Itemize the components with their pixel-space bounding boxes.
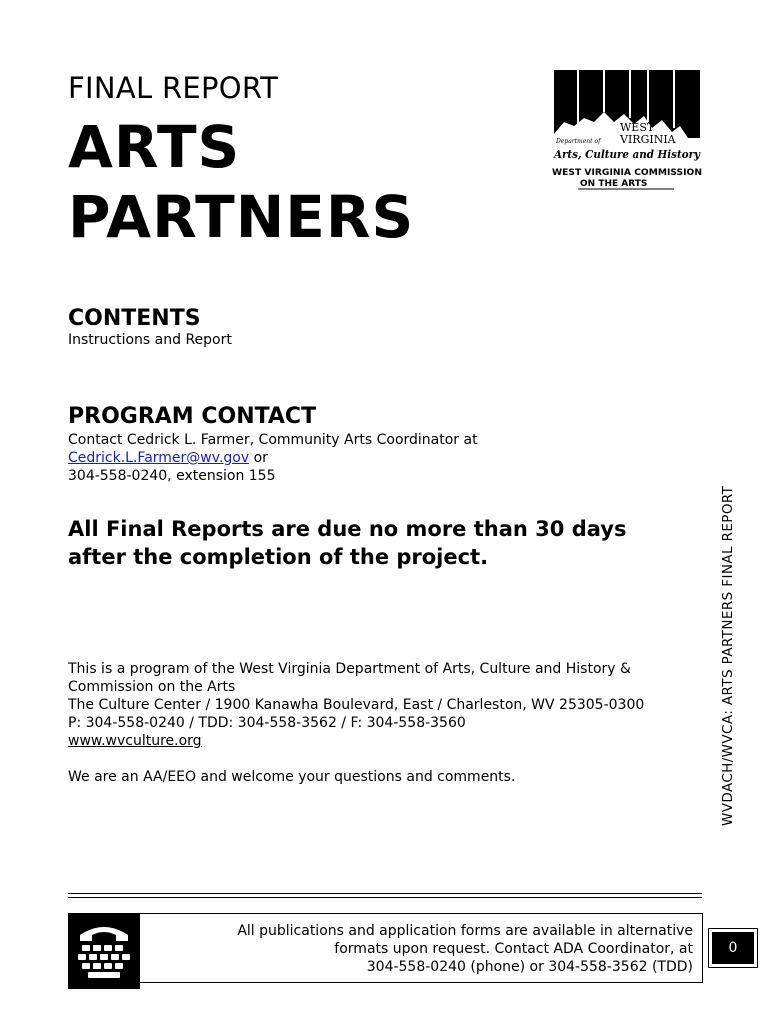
title-line-2: PARTNERS [68, 183, 415, 251]
tdd-telephone-icon [68, 913, 140, 989]
program-contact-heading: PROGRAM CONTACT [68, 404, 317, 429]
contact-or: or [249, 450, 268, 466]
website-link[interactable]: www.wvculture.org [68, 733, 202, 749]
title-line-1: ARTS [68, 113, 241, 181]
logo-line-2-prefix: Department of [556, 138, 601, 145]
logo-line-1: WEST [620, 121, 655, 134]
wv-arts-logo [548, 68, 706, 194]
contact-phone: 304-558-0240, extension 155 [68, 468, 276, 484]
sidebar-report-label: WVDACH/WVCA: ARTS PARTNERS FINAL REPORT [720, 485, 736, 826]
page-number: 0 [712, 932, 754, 964]
page-title [68, 112, 414, 252]
about-phones: P: 304-558-0240 / TDD: 304-558-3562 / F: 304-558-3560 [68, 715, 466, 731]
due-notice-line-1: All Final Reports are due no more than 30 days [68, 517, 627, 541]
ada-notice-text [173, 922, 693, 976]
about-program [68, 660, 708, 786]
contents-heading: CONTENTS [68, 306, 201, 331]
contents-subtitle: Instructions and Report [68, 332, 232, 348]
footer-divider-bottom [68, 897, 702, 898]
contact-email-link[interactable]: Cedrick.L.Farmer@wv.gov [68, 450, 250, 466]
about-line-2: Commission on the Arts [68, 679, 236, 695]
ada-line-2: formats upon request. Contact ADA Coordinator, at [334, 941, 693, 957]
report-kicker: FINAL REPORT [68, 71, 279, 105]
logo-line-3: Arts, Culture and History [553, 148, 702, 161]
due-notice-line-2: after the completion of the project. [68, 545, 489, 569]
ada-line-3: 304-558-0240 (phone) or 304-558-3562 (TDD) [366, 959, 693, 975]
ada-notice-box [140, 913, 703, 983]
program-contact-body [68, 431, 478, 485]
contact-line: Contact Cedrick L. Farmer, Community Arts Coordinator at [68, 432, 478, 448]
page-number-box [708, 928, 758, 968]
logo-line-4: WEST VIRGINIA COMMISSION [552, 168, 702, 178]
about-line-1: This is a program of the West Virginia Department of Arts, Culture and History & [68, 661, 631, 677]
logo-line-2: VIRGINIA [620, 133, 676, 146]
about-address: The Culture Center / 1900 Kanawha Boulevard, East / Charleston, WV 25305-0300 [68, 697, 645, 713]
due-notice [68, 515, 708, 571]
ada-line-1: All publications and application forms are available in alternative [237, 923, 693, 939]
eeo-statement: We are an AA/EEO and welcome your questions and comments. [68, 769, 516, 785]
footer-divider-top [68, 893, 702, 894]
logo-line-5: ON THE ARTS [580, 179, 648, 189]
